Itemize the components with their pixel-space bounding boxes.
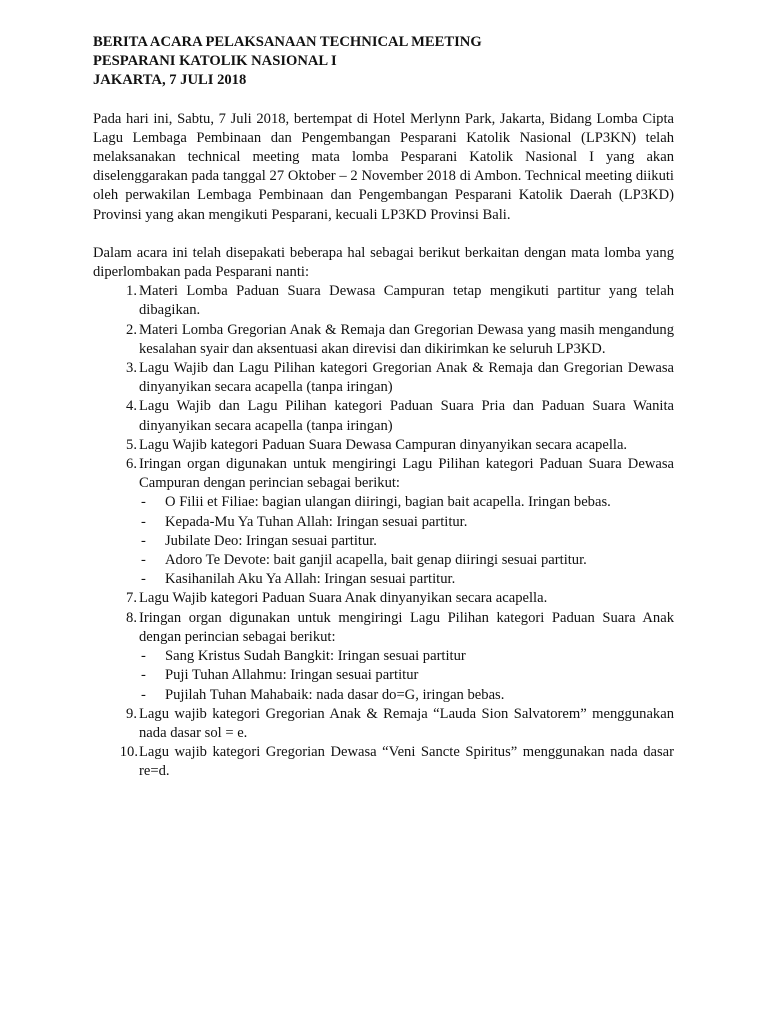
list-item-text: Lagu Wajib dan Lagu Pilihan kategori Paduan Suara Pria dan Paduan Suara Wanita dinyanyikan secara acapella (tanpa iringan) bbox=[139, 398, 674, 434]
list-item-text: Lagu wajib kategori Gregorian Anak & Remaja “Lauda Sion Salvatorem” menggunakan nada dasar sol = e. bbox=[139, 705, 674, 741]
sub-list-item-text: Pujilah Tuhan Mahabaik: nada dasar do=G, iringan bebas. bbox=[165, 686, 505, 703]
list-item bbox=[93, 397, 674, 435]
sub-list-item bbox=[139, 551, 674, 570]
document-title-line-3: JAKARTA, 7 JULI 2018 bbox=[93, 72, 247, 89]
spacer bbox=[93, 91, 674, 110]
dash-marker: - bbox=[141, 513, 146, 530]
list-item bbox=[93, 589, 674, 608]
lead-paragraph: Dalam acara ini telah disepakati beberapa hal sebagai berikut berkaitan dengan mata lomba yang diperlombakan pada Pesparani nanti: bbox=[93, 244, 674, 281]
list-item bbox=[93, 743, 674, 781]
sub-list bbox=[139, 647, 674, 705]
sub-list-item-text: Sang Kristus Sudah Bangkit: Iringan sesuai partitur bbox=[165, 648, 466, 665]
list-item bbox=[93, 705, 674, 743]
list-item bbox=[93, 436, 674, 455]
list-item-text: Iringan organ digunakan untuk mengiringi Lagu Pilihan kategori Paduan Suara Dewasa Campuran dengan perincian sebagai berikut: bbox=[139, 456, 674, 492]
sub-list-item-text: Adoro Te Devote: bait ganjil acapella, bait genap diiringi sesuai partitur. bbox=[165, 552, 587, 569]
sub-list-item bbox=[139, 532, 674, 551]
list-item-text: Materi Lomba Paduan Suara Dewasa Campuran tetap mengikuti partitur yang telah dibagikan. bbox=[139, 283, 674, 319]
list-item bbox=[93, 282, 674, 320]
document-title-line-2: PESPARANI KATOLIK NASIONAL I bbox=[93, 53, 337, 70]
list-item-number: 3. bbox=[126, 360, 137, 377]
list-item-number: 10. bbox=[119, 744, 138, 761]
sub-list-item bbox=[139, 686, 674, 705]
document-title-line-1: BERITA ACARA PELAKSANAAN TECHNICAL MEETING bbox=[93, 34, 482, 50]
spacer bbox=[93, 225, 674, 244]
list-item-number: 2. bbox=[126, 321, 137, 338]
sub-list-item-text: Kasihanilah Aku Ya Allah: Iringan sesuai partitur. bbox=[165, 571, 456, 588]
dash-marker: - bbox=[141, 686, 146, 703]
intro-paragraph: Pada hari ini, Sabtu, 7 Juli 2018, bertempat di Hotel Merlynn Park, Jakarta, Bidang Lomba Cipta Lagu Lembaga Pembinaan dan Pengembangan Pesparani Katolik Nasional (LP3KN) telah melaksanakan technical meeting mata lomba Pesparani Katolik Nasional I yang akan diselenggarakan pada tanggal 27 Oktober – 2 November 2018 di Ambon. Technical meeting diikuti oleh perwakilan Lembaga Pembinaan dan Pengembangan Pesparani Katolik Daerah (LP3KD) Provinsi yang akan mengikuti Pesparani, kecuali LP3KD Provinsi Bali. bbox=[93, 110, 674, 223]
list-item bbox=[93, 321, 674, 359]
document-page bbox=[93, 33, 674, 782]
sub-list-item bbox=[139, 493, 674, 512]
list-item-text: Lagu Wajib dan Lagu Pilihan kategori Gregorian Anak & Remaja dan Gregorian Dewasa dinyanyikan secara acapella (tanpa iringan) bbox=[139, 360, 674, 396]
agreement-list bbox=[93, 282, 674, 781]
list-item bbox=[93, 455, 674, 589]
sub-list-item bbox=[139, 647, 674, 666]
list-item bbox=[93, 359, 674, 397]
list-item-text: Iringan organ digunakan untuk mengiringi Lagu Pilihan kategori Paduan Suara Anak dengan perincian sebagai berikut: bbox=[139, 609, 674, 645]
list-item bbox=[93, 609, 674, 705]
dash-marker: - bbox=[141, 667, 146, 684]
sub-list-item-text: O Filii et Filiae: bagian ulangan diiringi, bagian bait acapella. Iringan bebas. bbox=[165, 494, 611, 511]
list-item-text: Lagu wajib kategori Gregorian Dewasa “Veni Sancte Spiritus” menggunakan nada dasar re=d. bbox=[139, 744, 674, 780]
sub-list-item-text: Jubilate Deo: Iringan sesuai partitur. bbox=[165, 532, 377, 549]
dash-marker: - bbox=[141, 571, 146, 588]
list-item-number: 9. bbox=[126, 705, 137, 722]
list-item-text: Lagu Wajib kategori Paduan Suara Dewasa Campuran dinyanyikan secara acapella. bbox=[139, 436, 628, 453]
sub-list-item bbox=[139, 570, 674, 589]
dash-marker: - bbox=[141, 532, 146, 549]
list-item-number: 4. bbox=[126, 398, 137, 415]
sub-list-item-text: Kepada-Mu Ya Tuhan Allah: Iringan sesuai partitur. bbox=[165, 513, 468, 530]
sub-list bbox=[139, 493, 674, 589]
sub-list-item-text: Puji Tuhan Allahmu: Iringan sesuai partitur bbox=[165, 667, 419, 684]
dash-marker: - bbox=[141, 648, 146, 665]
sub-list-item bbox=[139, 513, 674, 532]
list-item-text: Lagu Wajib kategori Paduan Suara Anak dinyanyikan secara acapella. bbox=[139, 590, 548, 607]
list-item-number: 1. bbox=[126, 283, 137, 300]
list-item-text: Materi Lomba Gregorian Anak & Remaja dan Gregorian Dewasa yang masih mengandung kesalahan syair dan aksentuasi akan direvisi dan dikirimkan ke seluruh LP3KD. bbox=[139, 321, 674, 357]
list-item-number: 7. bbox=[126, 590, 137, 607]
dash-marker: - bbox=[141, 494, 146, 511]
list-item-number: 8. bbox=[126, 609, 137, 626]
list-item-number: 5. bbox=[126, 436, 137, 453]
sub-list-item bbox=[139, 666, 674, 685]
list-item-number: 6. bbox=[126, 456, 137, 473]
dash-marker: - bbox=[141, 552, 146, 569]
